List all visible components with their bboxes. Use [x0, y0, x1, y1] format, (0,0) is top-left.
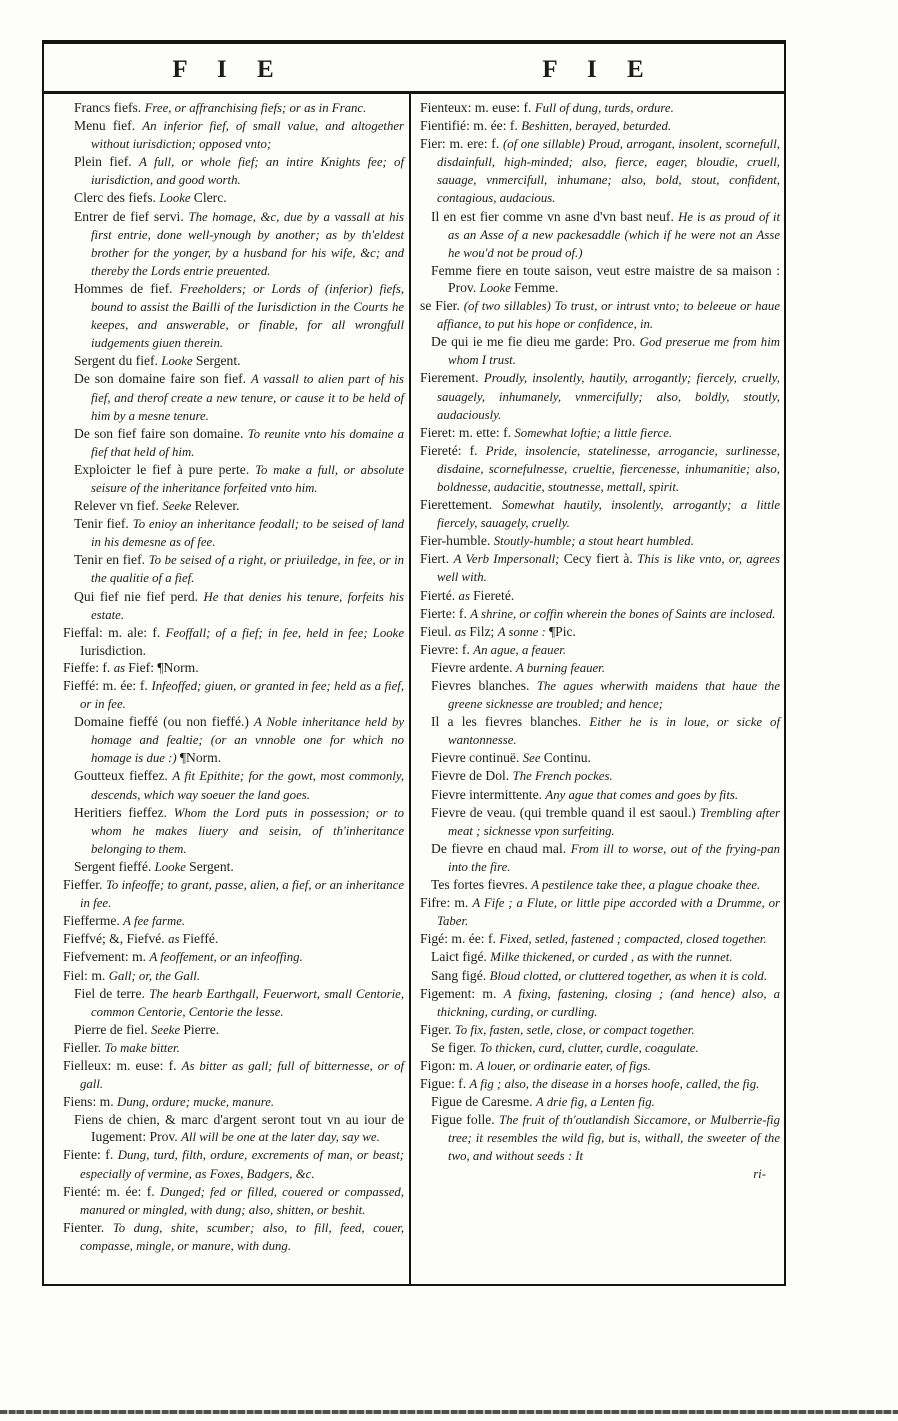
dictionary-entry — [63, 967, 404, 985]
gloss-text: as — [113, 660, 129, 675]
dictionary-entry — [420, 496, 780, 532]
gloss-text: Seeke — [151, 1022, 184, 1037]
gloss-text: Any ague that comes and goes by fits. — [545, 787, 739, 802]
left-column — [44, 94, 411, 1285]
gloss-text: He is as proud of it as an Asse of a new packesaddle (which if he were not an Asse he wou'd not be proud of.) — [448, 209, 781, 260]
gloss-text: The fruit of th'outlandish Siccamore, or Mulberrie-fig tree; it resembles the wild fig, but is, withall, the sweeter of the two, and without seeds : It — [448, 1113, 780, 1164]
headword-text: Fief: ¶Norm. — [128, 659, 199, 675]
gloss-text: A fit Epithite; for the gowt, most commonly, descends, which way soeuer the land goes. — [91, 769, 405, 802]
dictionary-entry — [74, 280, 404, 352]
headword-text: Fiereté. — [473, 587, 515, 603]
headword-text: Goutteux fieffez. — [74, 768, 173, 784]
headword-text: Laict figé. — [431, 949, 491, 965]
headword-text: Francs fiefs. — [74, 100, 145, 115]
dictionary-entry — [74, 985, 404, 1021]
dictionary-entry — [420, 930, 780, 948]
dictionary-entry — [431, 767, 780, 785]
gloss-text: A Noble inheritance held by homage and fealtie; (or an vnnoble one for which no homage is due :) — [91, 715, 405, 766]
gloss-text: To dung, shite, scumber; also, to fill, feed, couer, compasse, mingle, or manure, with dung. — [80, 1220, 405, 1253]
headword-text: Femme. — [514, 279, 559, 295]
dictionary-entry — [431, 749, 780, 767]
dictionary-entry — [420, 117, 780, 135]
dictionary-entry — [74, 1021, 404, 1039]
gloss-text: Looke — [154, 859, 190, 874]
headword-text: Fier: m. ere: f. — [420, 136, 503, 152]
dictionary-entry — [420, 297, 780, 333]
gloss-text: Seeke — [162, 499, 195, 514]
gloss-text: Stoutly-humble; a stout heart humbled. — [493, 534, 694, 549]
dictionary-entry — [74, 1111, 404, 1146]
dictionary-entry — [74, 515, 404, 551]
gloss-text: A fig ; also, the disease in a horses hoofe, called, the fig. — [469, 1077, 760, 1092]
gloss-text: Dunged; fed or filled, couered or compassed, manured or mingled, with dung; also, shitten, or beshit. — [80, 1184, 405, 1217]
gloss-text: Looke — [161, 354, 196, 369]
dictionary-entry — [74, 713, 404, 767]
dictionary-entry — [74, 767, 404, 803]
headword-text: Fier-humble. — [420, 533, 494, 549]
running-head-left: F I E — [172, 55, 286, 83]
text-columns — [44, 94, 784, 1285]
headword-text: Sergent. — [195, 353, 241, 369]
dictionary-entry — [420, 135, 780, 207]
gloss-text: To infeoffe; to grant, passe, alien, a fief, or an inheritance in fee. — [80, 878, 405, 911]
gloss-text: Full of dung, turds, ordure. — [534, 101, 674, 115]
gloss-text: A pestilence take thee, a plague choake thee. — [531, 878, 761, 893]
dictionary-entry — [74, 352, 404, 370]
gloss-text: Dung, ordure; mucke, manure. — [117, 1095, 275, 1110]
running-head — [44, 44, 784, 94]
catchword: ri- — [753, 1166, 766, 1181]
dictionary-entry — [431, 1039, 780, 1057]
gloss-text: A louer, or ordinarie eater, of figs. — [476, 1058, 651, 1073]
headword-text: Heritiers fieffez. — [74, 804, 174, 820]
dictionary-entry — [74, 189, 404, 207]
headword-text: Iurisdiction. — [80, 642, 147, 658]
headword-text: Sergent fieffé. — [74, 858, 155, 874]
headword-text: Entrer de fief servi. — [74, 208, 189, 224]
headword-text: Sang figé. — [431, 967, 490, 983]
dictionary-entry — [431, 948, 780, 966]
dictionary-entry — [74, 588, 404, 624]
headword-text: Fifre: m. — [420, 895, 473, 911]
headword-text: Fievre: f. — [420, 641, 474, 657]
gloss-text: To make a full, or absolute seisure of the inheritance forfeited vnto him. — [91, 462, 405, 495]
gloss-text: Somewhat loftie; a little fierce. — [514, 425, 673, 440]
gloss-text: as — [458, 588, 474, 603]
dictionary-entry — [74, 497, 404, 515]
dictionary-entry — [420, 894, 780, 930]
gloss-text: God preserue me from him whom I trust. — [448, 335, 780, 368]
headword-text: Fievre continuë. — [431, 750, 523, 766]
dictionary-entry — [63, 912, 404, 930]
headword-text: Fiente: f. — [63, 1147, 118, 1163]
headword-text: ¶Pic. — [549, 623, 576, 639]
right-column — [411, 94, 784, 1285]
headword-text: Pierre. — [183, 1021, 220, 1037]
gloss-text: Proudly, insolently, hautily, arrogantly; fiercely, cruelly, sauagely, inhumanely, vnmercifully; also, boldly, stoutly, audaciously. — [437, 371, 780, 422]
headword-text: Sergent du fief. — [74, 353, 162, 369]
dictionary-entry — [74, 425, 404, 461]
gloss-text: This is like vnto, or, agrees well with. — [437, 552, 780, 585]
headword-text: Fierettement. — [420, 497, 502, 513]
gloss-text: A shrine, or coffin wherein the bones of Saints are inclosed. — [470, 606, 776, 621]
headword-text: Fientifié: m. ée: f. — [420, 118, 522, 134]
gloss-text: A burning feauer. — [515, 660, 605, 675]
dictionary-entry — [431, 876, 780, 894]
headword-text: Clerc des fiefs. — [74, 190, 160, 206]
dictionary-entry — [420, 99, 780, 117]
dictionary-entry — [431, 804, 780, 840]
dictionary-entry — [431, 1093, 780, 1111]
gloss-text: Beshitten, berayed, beturded. — [521, 119, 672, 134]
headword-text: De qui ie me fie dieu me garde: Pro. — [431, 334, 640, 350]
dictionary-entry — [74, 370, 404, 424]
gloss-text: Milke thickened, or curded , as with the runnet. — [490, 950, 733, 965]
dictionary-entry — [431, 333, 780, 369]
gloss-text: Fixed, setled, fastened ; compacted, closed together. — [499, 932, 767, 947]
headword-text: De son domaine faire son fief. — [74, 371, 251, 387]
dictionary-entry — [63, 1093, 404, 1111]
headword-text: Fieffal: m. ale: f. — [63, 624, 166, 640]
dictionary-entry — [74, 551, 404, 587]
headword-text: Qui fief nie fief perd. — [74, 588, 204, 604]
headword-text: Fieret: m. ette: f. — [420, 424, 515, 440]
gloss-text: (of two sillables) To trust, or intrust vnto; to beleeue or haue affiance, to put his hope or confidence, in. — [437, 299, 780, 332]
dictionary-entry — [431, 967, 780, 985]
headword-text: Fiereté: f. — [420, 442, 486, 458]
gloss-text: The homage, &c, due by a vassall at his first entrie, done well-ynough by another; as by th'eldest brother for the yonger, by a husband for his wife, &c; and thereby the Lords entrie preuented. — [91, 209, 405, 278]
headword-text: Fierte: f. — [420, 605, 471, 621]
dictionary-entry — [420, 641, 780, 659]
gloss-text: To make bitter. — [104, 1040, 180, 1055]
gloss-text: From ill to worse, out of the frying-pan into the fire. — [448, 841, 781, 874]
dictionary-entry — [431, 677, 780, 713]
headword-text: Fiens: m. — [63, 1094, 118, 1110]
headword-text: Fieffé. — [182, 931, 219, 947]
gloss-text: Pride, insolencie, statelinesse, arrogancie, surlinesse, disdaine, scornefulnesse, crueltie, fiercenesse, inhumanitie; also, boldnesse, audacitie, stoutnesse, mettall, spirit. — [437, 443, 780, 494]
dictionary-entry — [420, 1075, 780, 1093]
headword-text: Fienter. — [63, 1219, 113, 1235]
headword-text: Plein fief. — [74, 154, 140, 170]
gloss-text: A Fife ; a Flute, or little pipe accorded with a Drumme, or Taber. — [437, 896, 780, 929]
dictionary-entry — [431, 208, 780, 262]
running-head-right: F I E — [542, 55, 656, 83]
gloss-text: Freeholders; or Lords of (inferior) fiefs, bound to assist the Bailli of the Iurisdiction in the Courts he keepes, and answerable, or finable, for all wrongfull iudgements giuen therein. — [91, 281, 405, 351]
dictionary-entry — [74, 99, 404, 117]
headword-text: Figement: m. — [420, 985, 504, 1001]
dictionary-entry — [63, 1219, 404, 1255]
dictionary-entry — [74, 858, 404, 876]
headword-text: Cecy fiert à. — [563, 551, 638, 567]
dictionary-entry — [63, 1146, 404, 1182]
dictionary-entry — [431, 786, 780, 804]
dictionary-entry — [74, 208, 404, 280]
headword-text: Il a les fievres blanches. — [431, 714, 590, 730]
headword-text: Fiefferme. — [63, 913, 124, 929]
gloss-text: A feoffement, or an infeoffing. — [149, 950, 303, 965]
headword-text: Clerc. — [193, 190, 227, 206]
headword-text: Tenir en fief. — [74, 552, 149, 568]
headword-text: Fieffer. — [63, 877, 106, 893]
gloss-text: A Verb Impersonall; — [453, 552, 564, 567]
dictionary-entry — [63, 1057, 404, 1093]
headword-text: Fiens de chien, & marc d'argent seront tout vn au iour de Iugement: Prov. — [74, 1112, 405, 1145]
dictionary-entry — [63, 948, 404, 966]
gloss-text: (of one sillable) Proud, arrogant, insolent, scornefull, disdainfull, high-minded; also, fierce, eager, bloudie, cruell, sauage, vnmercifull, inhumane; also, bold, stout, confident, contagious, audacious. — [437, 137, 780, 206]
headword-text: Exploicter le fief à pure perte. — [74, 461, 256, 477]
gloss-text: Feoffall; of a fief; in fee, held in fee; Looke — [165, 625, 405, 640]
headword-text: Continu. — [543, 750, 591, 766]
dictionary-entry — [431, 713, 780, 749]
headword-text: Fiel: m. — [63, 967, 109, 983]
gloss-text: See — [522, 751, 544, 766]
scan-page-edge — [0, 1410, 898, 1414]
dictionary-entry — [420, 623, 780, 641]
headword-text: Figer. — [420, 1021, 455, 1037]
gloss-text: A fee farme. — [123, 914, 186, 929]
headword-text: Figon: m. — [420, 1057, 477, 1073]
headword-text: Fievre intermittente. — [431, 786, 546, 802]
headword-text: Hommes de fief. — [74, 280, 180, 296]
gloss-text: The hearb Earthgall, Feuerwort, small Centorie, common Centorie, Centorie the lesse. — [91, 986, 405, 1019]
dictionary-entry — [63, 677, 404, 713]
dictionary-entry — [420, 1057, 780, 1075]
headword-text: Il en est fier comme vn asne d'vn bast neuf. — [431, 208, 679, 224]
gloss-text: The agues wherwith maidens that haue the greene sicknesse are troubled; and hence; — [448, 679, 781, 712]
headword-text: Fierement. — [420, 370, 484, 386]
headword-text: Fienté: m. ée: f. — [63, 1183, 161, 1199]
gloss-text: Whom the Lord puts in possession; or to whom he makes liuery and seisin, of th'inheritance belonging to them. — [91, 805, 405, 856]
gloss-text: A drie fig, a Lenten fig. — [535, 1095, 655, 1110]
dictionary-entry — [420, 369, 780, 423]
headword-text: Relever vn fief. — [74, 498, 163, 514]
dictionary-entry — [74, 804, 404, 858]
gloss-text: A sonne : — [497, 624, 549, 639]
gloss-text: An inferior fief, of small value, and altogether without iurisdiction; opposed vnto; — [91, 119, 405, 152]
dictionary-entry — [431, 262, 780, 297]
gloss-text: To reunite vnto his domaine a fief that held of him. — [91, 426, 405, 459]
dictionary-entry — [63, 659, 404, 677]
headword-text: Fieffvé; &, Fiefvé. — [63, 931, 169, 947]
gloss-text: As bitter as gall; full of bitternesse, or of gall. — [80, 1058, 405, 1092]
dictionary-entry — [420, 550, 780, 586]
headword-text: Figue folle. — [431, 1112, 500, 1128]
headword-text: De son fief faire son domaine. — [74, 425, 248, 441]
dictionary-entry — [63, 930, 404, 948]
dictionary-entry — [431, 840, 780, 876]
gloss-text: Infeoffed; giuen, or granted in fee; held as a fief, or in fee. — [80, 679, 405, 712]
headword-text: se Fier. — [420, 298, 464, 314]
headword-text: Tes fortes fievres. — [431, 877, 532, 893]
gloss-text: Free, or affranchising fiefs; or as in Franc. — [144, 101, 367, 115]
dictionary-entry — [74, 117, 404, 153]
headword-text: Filz; — [469, 623, 498, 639]
headword-text: Relever. — [194, 498, 240, 514]
dictionary-entry — [420, 532, 780, 550]
gloss-text: Dung, turd, filth, ordure, excrements of man, or beast; especially of vermine, as Foxes, Badgers, &c. — [80, 1148, 405, 1181]
headword-text: Fierté. — [420, 587, 459, 603]
headword-text: Fiel de terre. — [74, 985, 150, 1001]
gloss-text: The French pockes. — [512, 769, 613, 784]
headword-text: Figé: m. ée: f. — [420, 931, 500, 947]
gloss-text: Looke — [159, 191, 194, 206]
dictionary-entry — [431, 659, 780, 677]
gloss-text: An ague, a feauer. — [473, 642, 567, 657]
headword-text: Pierre de fiel. — [74, 1021, 151, 1037]
dictionary-entry — [63, 876, 404, 912]
headword-text: Fievre de Dol. — [431, 768, 513, 784]
headword-text: Fievre de veau. (qui tremble quand il est saoul.) — [431, 804, 700, 820]
headword-text: Fieffé: m. ée: f. — [63, 678, 152, 693]
gloss-text: Either he is in loue, or sicke of wantonnesse. — [448, 715, 781, 748]
headword-text: Domaine fieffé (ou non fieffé.) — [74, 714, 254, 730]
dictionary-entry — [420, 424, 780, 442]
gloss-text: To enioy an inheritance feodall; to be seised of land in his demesne as of fee. — [91, 517, 405, 550]
headword-text: De fievre en chaud mal. — [431, 840, 571, 856]
dictionary-entry — [63, 1183, 404, 1219]
headword-text: Femme fiere en toute saison, veut estre maistre de sa maison : Prov. — [431, 262, 780, 295]
gloss-text: All will be one at the later day, say we. — [181, 1130, 380, 1145]
headword-text: Fievre ardente. — [431, 659, 516, 675]
headword-text: Fieul. — [420, 623, 455, 639]
gloss-text: Looke — [479, 280, 515, 295]
dictionary-entry — [63, 1039, 404, 1057]
dictionary-entry — [420, 985, 780, 1021]
dictionary-entry — [420, 1021, 780, 1039]
headword-text: Fiefvement: m. — [63, 949, 150, 965]
headword-text: Menu fief. — [74, 118, 143, 134]
gloss-text: Bloud clotted, or cluttered together, as when it is cold. — [489, 968, 768, 983]
gloss-text: A vassall to alien part of his fief, and therof create a new tenure, or cause it to be held of him by a mesne tenure. — [91, 372, 405, 423]
gloss-text: Somewhat hautily, insolently, arrogantly; a little fiercely, sauagely, cruelly. — [437, 498, 780, 531]
gloss-text: To be seised of a right, or priuiledge, in fee, or in the qualitie of a fief. — [91, 553, 405, 586]
dictionary-entry — [74, 461, 404, 497]
headword-text: Fiert. — [420, 551, 454, 567]
dictionary-entry — [420, 605, 780, 623]
dictionary-entry — [63, 624, 404, 659]
headword-text: ¶Norm. — [179, 750, 222, 766]
gloss-text: as — [454, 624, 470, 639]
headword-text: Sergent. — [189, 858, 234, 874]
page-frame — [42, 40, 786, 1286]
gloss-text: as — [168, 932, 183, 947]
headword-text: Tenir fief. — [74, 516, 133, 532]
dictionary-entry — [420, 442, 780, 496]
gloss-text: To thicken, curd, clutter, curdle, coagulate. — [479, 1040, 699, 1055]
headword-text: Fieffe: f. — [63, 659, 114, 675]
dictionary-entry — [431, 1111, 780, 1165]
gloss-text: He that denies his tenure, forfeits his estate. — [91, 589, 405, 622]
headword-text: Fielleux: m. euse: f. — [63, 1057, 182, 1073]
headword-text: Figue de Caresme. — [431, 1094, 536, 1110]
gloss-text: Gall; or, the Gall. — [108, 968, 201, 983]
headword-text: Fievres blanches. — [431, 678, 537, 693]
gloss-text: A fixing, fastening, closing ; (and hence) also, a thickning, curding, or curdling. — [437, 986, 780, 1019]
headword-text: Fieller. — [63, 1039, 105, 1055]
dictionary-entry — [420, 587, 780, 605]
headword-text: Fienteux: m. euse: f. — [420, 100, 535, 115]
dictionary-entry — [74, 153, 404, 189]
headword-text: Se figer. — [431, 1039, 480, 1055]
gloss-text: Trembling after meat ; sicknesse vpon surfeiting. — [448, 805, 780, 838]
gloss-text: To fix, fasten, setle, close, or compact together. — [454, 1022, 695, 1037]
gloss-text: A full, or whole fief; an intire Knights fee; of iurisdiction, and good worth. — [91, 155, 405, 188]
headword-text: Figue: f. — [420, 1076, 470, 1092]
